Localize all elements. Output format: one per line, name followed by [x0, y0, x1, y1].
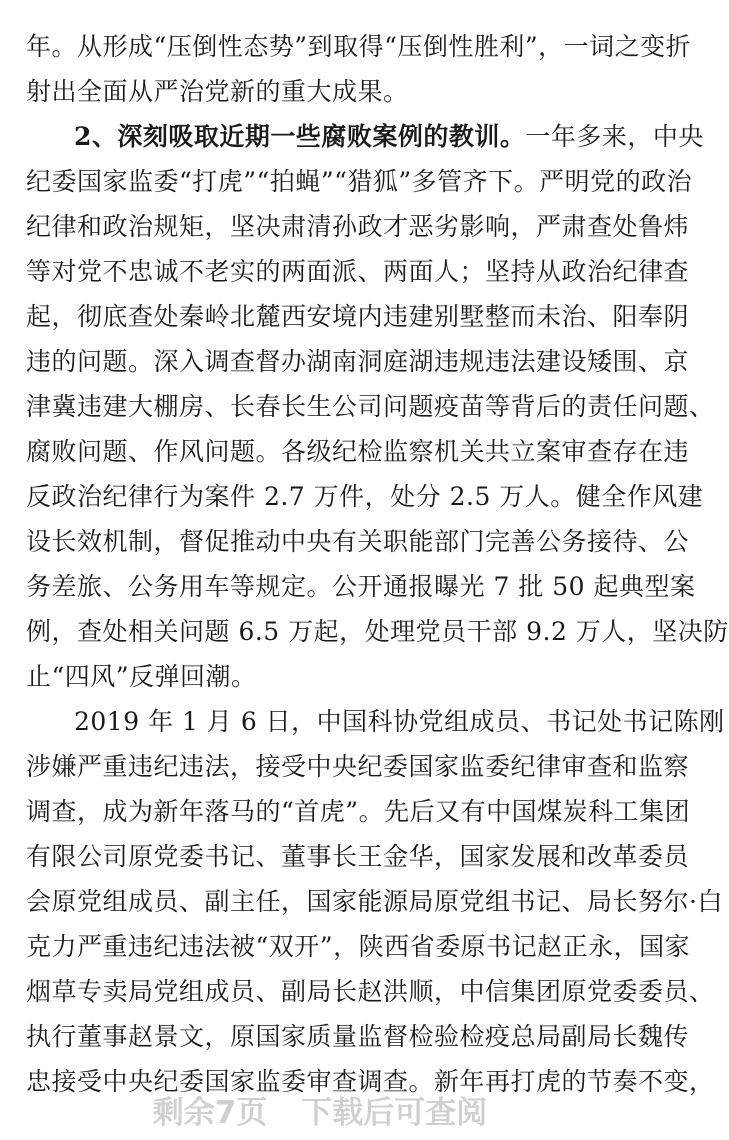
paragraph-3-line-8: 执行董事赵景文，原国家质量监督检验检疫总局副局长魏传	[26, 1022, 690, 1051]
remaining-pages-label: 剩余7页	[152, 1095, 268, 1131]
paragraph-2-line-7: 津冀违建大棚房、长春长生公司问题疫苗等背后的责任问题、	[26, 392, 715, 421]
paragraph-2-line-12: 例，查处相关问题 6.5 万起，处理党员干部 9.2 万人，坚决防	[26, 617, 729, 646]
download-hint-label: 下载后可查阅	[301, 1095, 488, 1131]
paragraph-3-line-2: 涉嫌严重违纪违法，接受中央纪委国家监委纪律审查和监察	[26, 752, 690, 781]
paragraph-2-line-6: 违的问题。深入调查督办湖南洞庭湖违规违法建设矮围、京	[26, 347, 690, 376]
paragraph-1-line-2: 射出全面从严治党新的重大成果。	[26, 77, 409, 106]
paragraph-3-line-3: 调查，成为新年落马的“首虎”。先后又有中国煤炭科工集团	[26, 797, 691, 826]
section-heading: 2、深刻吸取近期一些腐败案例的教训。	[74, 122, 526, 151]
paragraph-2-line-11: 务差旅、公务用车等规定。公开通报曝光 7 批 50 起典型案	[26, 572, 696, 601]
paragraph-3-line-5: 会原党组成员、副主任，国家能源局原党组书记、局长努尔·白	[26, 887, 723, 916]
paragraph-2-line-8: 腐败问题、作风问题。各级纪检监察机关共立案审查存在违	[26, 437, 690, 466]
paragraph-2-line-10: 设长效机制，督促推动中央有关职能部门完善公务接待、公	[26, 527, 690, 556]
paragraph-2-line-13: 止“四风”反弹回潮。	[26, 662, 257, 691]
paragraph-3-line-4: 有限公司原党委书记、董事长王金华，国家发展和改革委员	[26, 842, 690, 871]
paragraph-2-line-3: 纪律和政治规矩，坚决肃清孙政才恶劣影响，严肃查处鲁炜	[26, 212, 690, 241]
download-prompt-footer[interactable]	[0, 1088, 640, 1138]
paragraph-2-line-4: 等对党不忠诚不老实的两面派、两面人；坚持从政治纪律查	[26, 257, 690, 286]
paragraph-3-line-1: 2019 年 1 月 6 日，中国科协党组成员、书记处书记陈刚	[74, 707, 725, 736]
paragraph-2-line-9: 反政治纪律行为案件 2.7 万件，处分 2.5 万人。健全作风建	[26, 482, 704, 511]
paragraph-2-line-1-rest: 一年多来，中央	[525, 122, 704, 151]
paragraph-2-line-5: 起，彻底查处秦岭北麓西安境内违建别墅整而未治、阳奉阴	[26, 302, 690, 331]
paragraph-3-line-6: 克力严重违纪违法被“双开”，陕西省委原书记赵正永，国家	[26, 932, 691, 961]
paragraph-3-line-7: 烟草专卖局党组成员、副局长赵洪顺，中信集团原党委委员、	[26, 977, 715, 1006]
paragraph-2-line-2: 纪委国家监委“打虎”“拍蝇”“猎狐”多管齐下。严明党的政治	[26, 167, 693, 196]
paragraph-1-line-1: 年。从形成“压倒性态势”到取得“压倒性胜利”，一词之变折	[26, 32, 692, 61]
paragraph-3-line-9: 忠接受中央纪委国家监委审查调查。新年再打虎的节奏不变，	[26, 1067, 715, 1096]
paragraph-2-line-1	[74, 117, 704, 157]
